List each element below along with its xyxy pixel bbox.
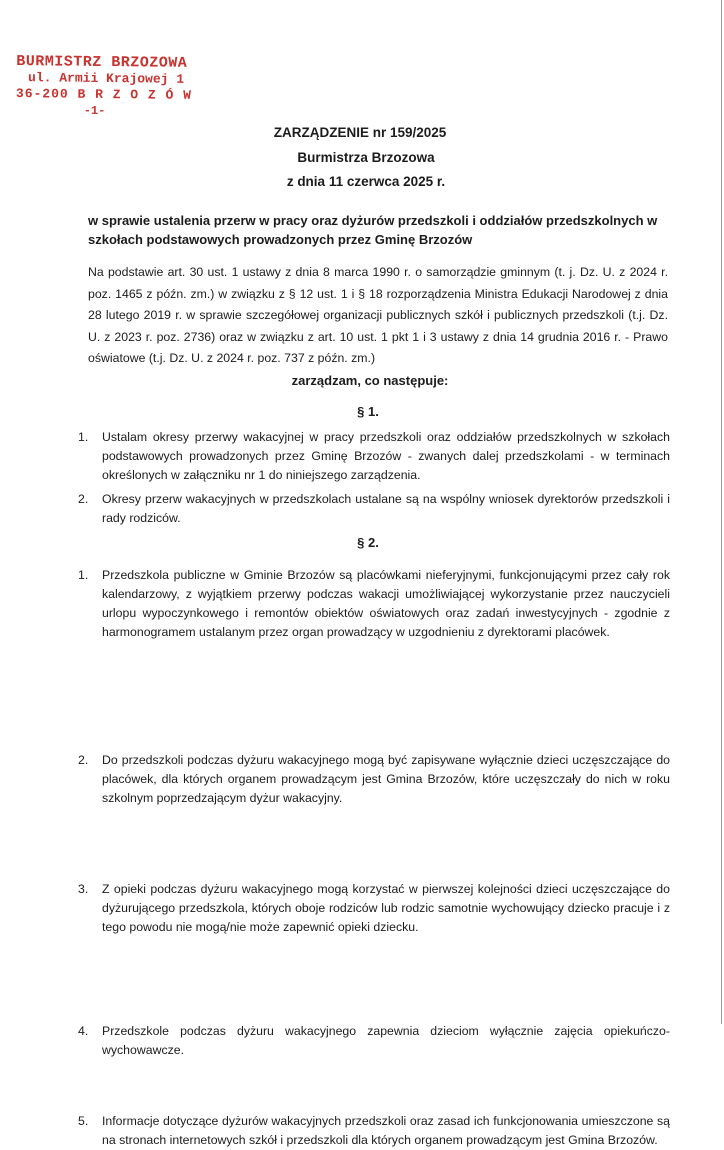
legal-basis-paragraph: Na podstawie art. 30 ust. 1 ustawy z dnia 8 marca 1990 r. o samorządzie gminnym (t. j. Dz. U. z 2024 r. poz. 1465 z późn. zm.) w związku z § 12 ust. 1 i § 18 rozporządzenia Ministra Edukacji Narodowej z dnia 28 lutego 2019 r. w sprawie szczegółowej organizacji publicznych szkół i publicznych przedszkoli (t.j. Dz. U. z 2023 r. poz. 2736) oraz w związku z art. 10 ust. 1 pkt 1 i 3 ustawy z dnia 14 grudnia 2016 r. - Prawo oświatowe (t.j. Dz. U. z 2024 r. poz. 737 z późn. zm.)	[88, 265, 668, 366]
list-item	[78, 566, 670, 642]
list-item-number: 3.	[78, 882, 89, 896]
section-2-list	[78, 566, 670, 1147]
list-item	[78, 490, 670, 528]
list-item-number: 2.	[78, 753, 89, 767]
stamp-line-1: BURMISTRZ BRZOZOWA	[16, 53, 188, 72]
decree-statement: zarządzam, co następuje:	[291, 373, 449, 388]
list-item-text: Okresy przerw wakacyjnych w przedszkolach ustalane są na wspólny wniosek dyrektorów przedszkoli i rady rodziców.	[102, 492, 670, 525]
document-issuer: Burmistrza Brzozowa	[297, 150, 435, 165]
list-item	[78, 428, 670, 485]
list-item-text: Przedszkole podczas dyżuru wakacyjnego zapewnia dzieciom wyłącznie zajęcia opiekuńczo-wychowawcze.	[102, 1024, 670, 1057]
list-item-text: Do przedszkoli podczas dyżuru wakacyjnego mogą być zapisywane wyłącznie dzieci uczęszczające do placówek, dla których organem prowadzącym jest Gmina Brzozów, które uczęszczały do nich w roku szkolnym poprzedzającym dyżur wakacyjny.	[102, 753, 670, 805]
document-date: z dnia 11 czerwca 2025 r.	[286, 174, 446, 189]
list-item-text: Ustalam okresy przerwy wakacyjnej w pracy przedszkoli oraz oddziałów przedszkolnych w szkołach podstawowych prowadzonych przez Gminę Brzozów - zwanych dalej przedszkolami - w terminach określonych w załączniku nr 1 do niniejszego zarządzenia.	[102, 430, 670, 482]
list-item-number: 1.	[78, 430, 89, 444]
stamp-line-4: -1-	[83, 103, 106, 118]
section-2-heading: § 2.	[357, 535, 379, 550]
list-item-text: Przedszkola publiczne w Gminie Brzozów są placówkami nieferyjnymi, funkcjonującymi przez cały rok kalendarzowy, z wyjątkiem przerwy podczas wakacji umożliwiającej wykorzystanie przez nauczycieli urlopu wypoczynkowego i remontów obiektów oświatowych oraz zadań inwestycyjnych - zgodnie z harmonogramem ustalanym przez organ prowadzący w uzgodnieniu z dyrektorami placówek.	[102, 568, 670, 639]
list-item-number: 1.	[78, 568, 89, 582]
list-item-text: Z opieki podczas dyżuru wakacyjnego mogą korzystać w pierwszej kolejności dzieci uczęszczające do dyżurującego przedszkola, których oboje rodziców lub rodzic samotnie wychowujący dziecko pracuje i z tego powodu nie mogą/nie może zapewnić opieki dziecku.	[102, 882, 670, 934]
section-1-heading: § 1.	[357, 404, 379, 419]
document-subject: w sprawie ustalenia przerw w pracy oraz dyżurów przedszkoli i oddziałów przedszkolnych w szkołach podstawowych prowadzonych przez Gminę Brzozów	[88, 213, 658, 247]
list-item-number: 5.	[78, 1114, 89, 1128]
list-item-text: Informacje dotyczące dyżurów wakacyjnych przedszkoli oraz zasad ich funkcjonowania umieszczone są na stronach internetowych szkół i przedszkoli dla których organem prowadzącym jest Gmina Brzozów.	[102, 1114, 670, 1147]
section-1-list	[78, 428, 670, 533]
list-item	[78, 1022, 670, 1060]
list-item	[78, 880, 670, 937]
list-item	[78, 751, 670, 808]
stamp-line-2: ul. Armii Krajowej 1	[27, 70, 185, 87]
document-title: ZARZĄDZENIE nr 159/2025	[273, 125, 447, 140]
official-stamp	[16, 54, 197, 120]
list-item	[78, 1112, 670, 1150]
stamp-line-3: 36-200 B R Z O Z Ó W	[15, 86, 193, 103]
list-item-number: 4.	[78, 1024, 89, 1038]
list-item-number: 2.	[78, 492, 89, 506]
